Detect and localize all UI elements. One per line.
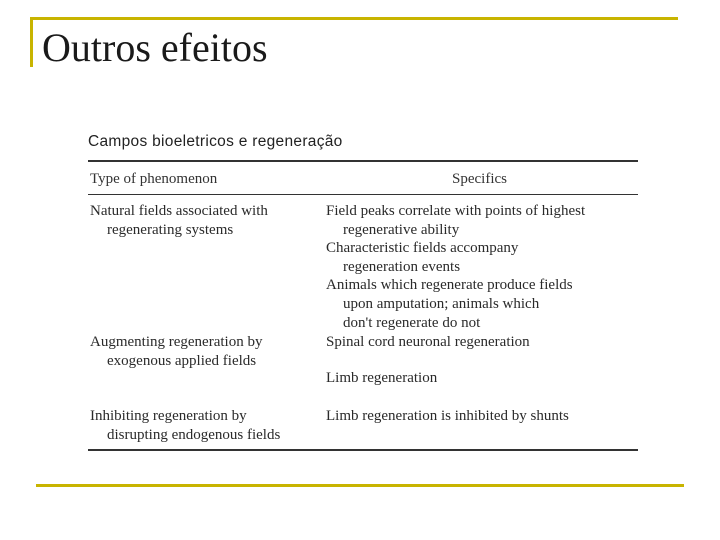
cell-line: Limb regeneration <box>326 370 438 386</box>
specifics-cell <box>326 333 530 352</box>
table-bottom-rule <box>88 449 638 451</box>
cell-line: disrupting endogenous fields <box>107 426 281 443</box>
frame-left-rule <box>30 17 33 67</box>
cell-line: regenerative ability <box>343 221 460 238</box>
table-caption: Campos bioeletricos e regeneração <box>88 133 343 150</box>
cell-line: regeneration events <box>343 258 461 275</box>
cell-line: Field peaks correlate with points of highest <box>326 203 586 219</box>
cell-line: Animals which regenerate produce fields <box>326 277 573 294</box>
frame-bottom-rule <box>36 484 684 487</box>
cell-line: Characteristic fields accompany <box>326 240 519 257</box>
cell-line: Spinal cord neuronal regeneration <box>326 334 530 350</box>
phenomenon-cell <box>90 202 268 239</box>
table-top-rule <box>88 160 638 162</box>
cell-line: Natural fields associated with <box>90 203 268 219</box>
column-header-phenomenon: Type of phenomenon <box>90 171 218 187</box>
frame-top-rule <box>30 17 678 20</box>
phenomenon-cell <box>90 407 280 444</box>
table-header-rule <box>88 194 638 195</box>
cell-line: exogenous applied fields <box>107 352 257 369</box>
specifics-cell <box>326 369 437 388</box>
slide-title: Outros efeitos <box>42 25 268 70</box>
cell-line: Inhibiting regeneration by <box>90 408 247 424</box>
cell-line: upon amputation; animals which <box>343 295 540 312</box>
specifics-cell <box>326 202 585 332</box>
cell-line: Augmenting regeneration by <box>90 334 263 350</box>
cell-line: Limb regeneration is inhibited by shunts <box>326 408 569 424</box>
specifics-cell <box>326 407 569 426</box>
column-header-specifics: Specifics <box>452 171 507 187</box>
cell-line: regenerating systems <box>107 221 234 238</box>
cell-line: don't regenerate do not <box>343 314 481 331</box>
phenomenon-cell <box>90 333 262 370</box>
